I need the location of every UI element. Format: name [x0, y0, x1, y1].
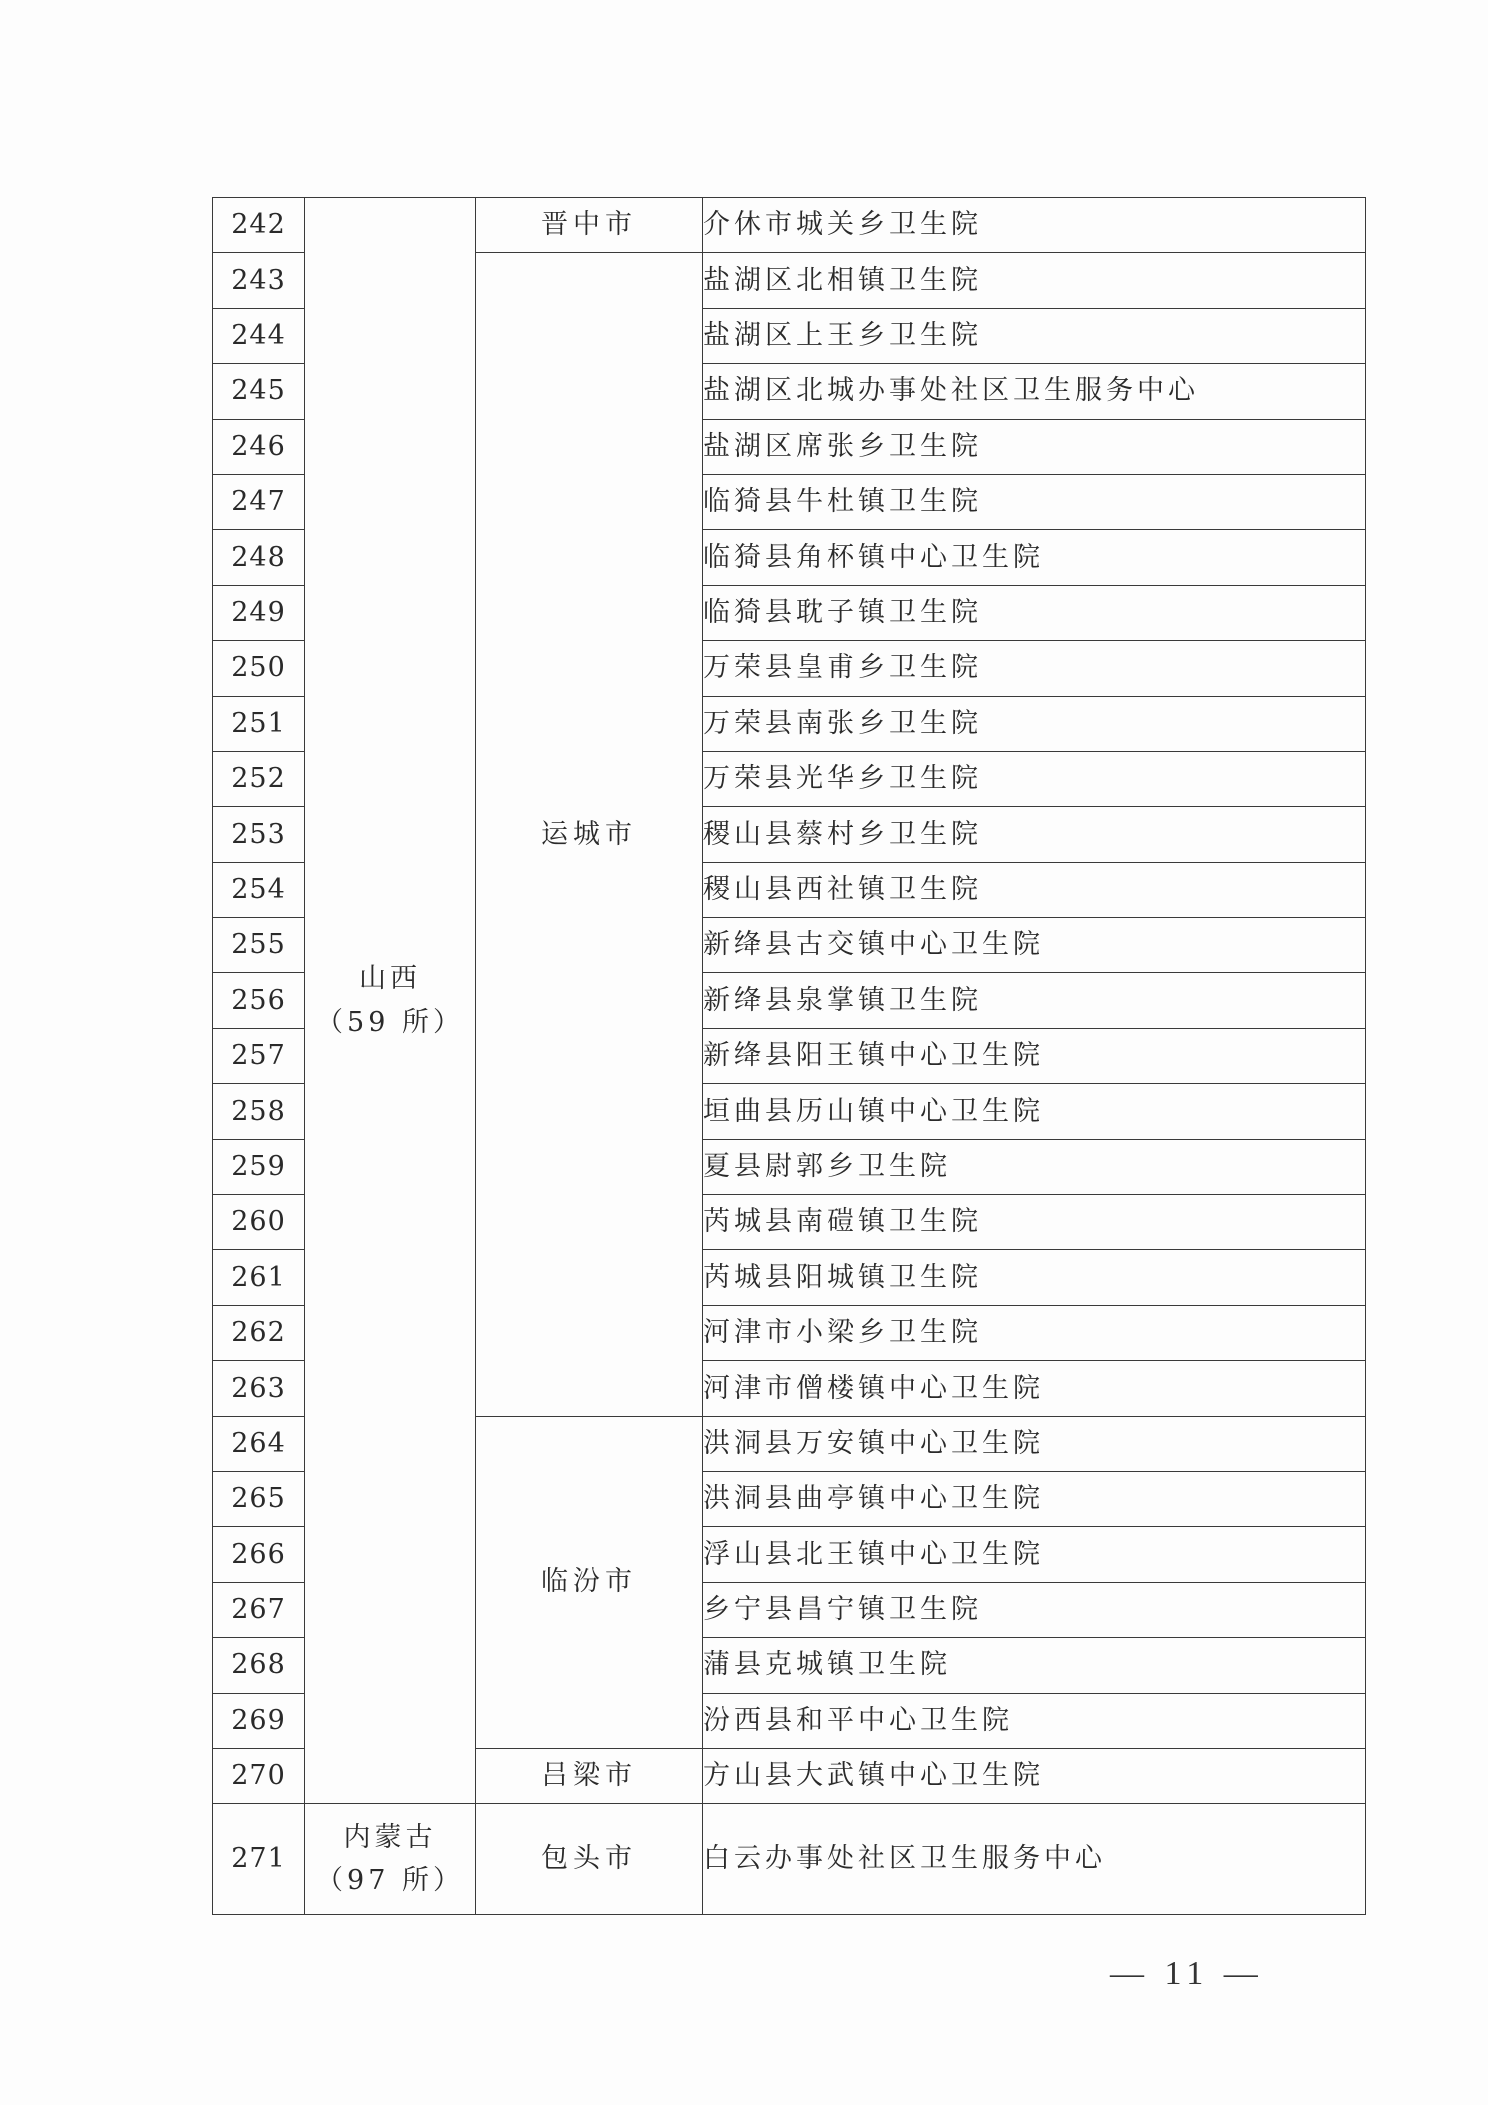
- province-cell: [305, 1804, 476, 1915]
- row-number: 255: [213, 918, 305, 973]
- row-number: 263: [213, 1361, 305, 1416]
- city-cell: 临汾市: [476, 1416, 703, 1748]
- institution-name: 乡宁县昌宁镇卫生院: [703, 1582, 1366, 1637]
- institution-name: 盐湖区上王乡卫生院: [703, 308, 1366, 363]
- row-number: 264: [213, 1416, 305, 1471]
- institution-name: 介休市城关乡卫生院: [703, 198, 1366, 253]
- row-number: 257: [213, 1028, 305, 1083]
- province-count: （97 所）: [316, 1865, 464, 1897]
- row-number: 243: [213, 253, 305, 308]
- institution-name: 临猗县角杯镇中心卫生院: [703, 530, 1366, 585]
- row-number: 260: [213, 1195, 305, 1250]
- row-number: 253: [213, 807, 305, 862]
- institution-name: 盐湖区北相镇卫生院: [703, 253, 1366, 308]
- institution-name: 新绛县古交镇中心卫生院: [703, 918, 1366, 973]
- institution-name: 垣曲县历山镇中心卫生院: [703, 1084, 1366, 1139]
- row-number: 262: [213, 1305, 305, 1360]
- row-number: 271: [213, 1804, 305, 1915]
- row-number: 246: [213, 419, 305, 474]
- city-cell: 晋中市: [476, 198, 703, 253]
- row-number: 266: [213, 1527, 305, 1582]
- row-number: 256: [213, 973, 305, 1028]
- row-number: 259: [213, 1139, 305, 1194]
- row-number: 251: [213, 696, 305, 751]
- institution-name: 河津市僧楼镇中心卫生院: [703, 1361, 1366, 1416]
- row-number: 242: [213, 198, 305, 253]
- city-cell: 运城市: [476, 253, 703, 1416]
- row-number: 265: [213, 1471, 305, 1526]
- institution-name: 蒲县克城镇卫生院: [703, 1638, 1366, 1693]
- row-number: 269: [213, 1693, 305, 1748]
- institution-name: 方山县大武镇中心卫生院: [703, 1748, 1366, 1803]
- page-number: — 11 —: [1110, 1955, 1264, 1992]
- institution-name: 洪洞县万安镇中心卫生院: [703, 1416, 1366, 1471]
- institution-name: 汾西县和平中心卫生院: [703, 1693, 1366, 1748]
- row-number: 268: [213, 1638, 305, 1693]
- institution-name: 新绛县阳王镇中心卫生院: [703, 1028, 1366, 1083]
- institution-name: 稷山县蔡村乡卫生院: [703, 807, 1366, 862]
- row-number: 252: [213, 751, 305, 806]
- row-number: 261: [213, 1250, 305, 1305]
- row-number: 254: [213, 862, 305, 917]
- institution-name: 白云办事处社区卫生服务中心: [703, 1804, 1366, 1915]
- row-number: 267: [213, 1582, 305, 1637]
- hospital-list-table: [212, 197, 1366, 1915]
- institution-name: 万荣县光华乡卫生院: [703, 751, 1366, 806]
- institution-name: 临猗县牛杜镇卫生院: [703, 474, 1366, 529]
- institution-name: 盐湖区北城办事处社区卫生服务中心: [703, 364, 1366, 419]
- city-cell: 包头市: [476, 1804, 703, 1915]
- province-count: （59 所）: [316, 1006, 464, 1038]
- institution-name: 临猗县耽子镇卫生院: [703, 585, 1366, 640]
- row-number: 248: [213, 530, 305, 585]
- table-row: [213, 1804, 1366, 1915]
- row-number: 249: [213, 585, 305, 640]
- institution-name: 稷山县西社镇卫生院: [703, 862, 1366, 917]
- institution-name: 芮城县阳城镇卫生院: [703, 1250, 1366, 1305]
- row-number: 258: [213, 1084, 305, 1139]
- row-number: 247: [213, 474, 305, 529]
- institution-name: 万荣县皇甫乡卫生院: [703, 641, 1366, 696]
- institution-name: 夏县尉郭乡卫生院: [703, 1139, 1366, 1194]
- institution-name: 河津市小梁乡卫生院: [703, 1305, 1366, 1360]
- city-cell: 吕梁市: [476, 1748, 703, 1803]
- institution-name: 芮城县南磑镇卫生院: [703, 1195, 1366, 1250]
- institution-name: 新绛县泉掌镇卫生院: [703, 973, 1366, 1028]
- province-name: 山西: [359, 963, 421, 995]
- institution-name: 浮山县北王镇中心卫生院: [703, 1527, 1366, 1582]
- institution-name: 万荣县南张乡卫生院: [703, 696, 1366, 751]
- row-number: 245: [213, 364, 305, 419]
- province-name: 内蒙古: [343, 1822, 437, 1854]
- row-number: 244: [213, 308, 305, 363]
- table-row: [213, 198, 1366, 253]
- province-cell: [305, 198, 476, 1804]
- institution-name: 洪洞县曲亭镇中心卫生院: [703, 1471, 1366, 1526]
- row-number: 270: [213, 1748, 305, 1803]
- row-number: 250: [213, 641, 305, 696]
- institution-name: 盐湖区席张乡卫生院: [703, 419, 1366, 474]
